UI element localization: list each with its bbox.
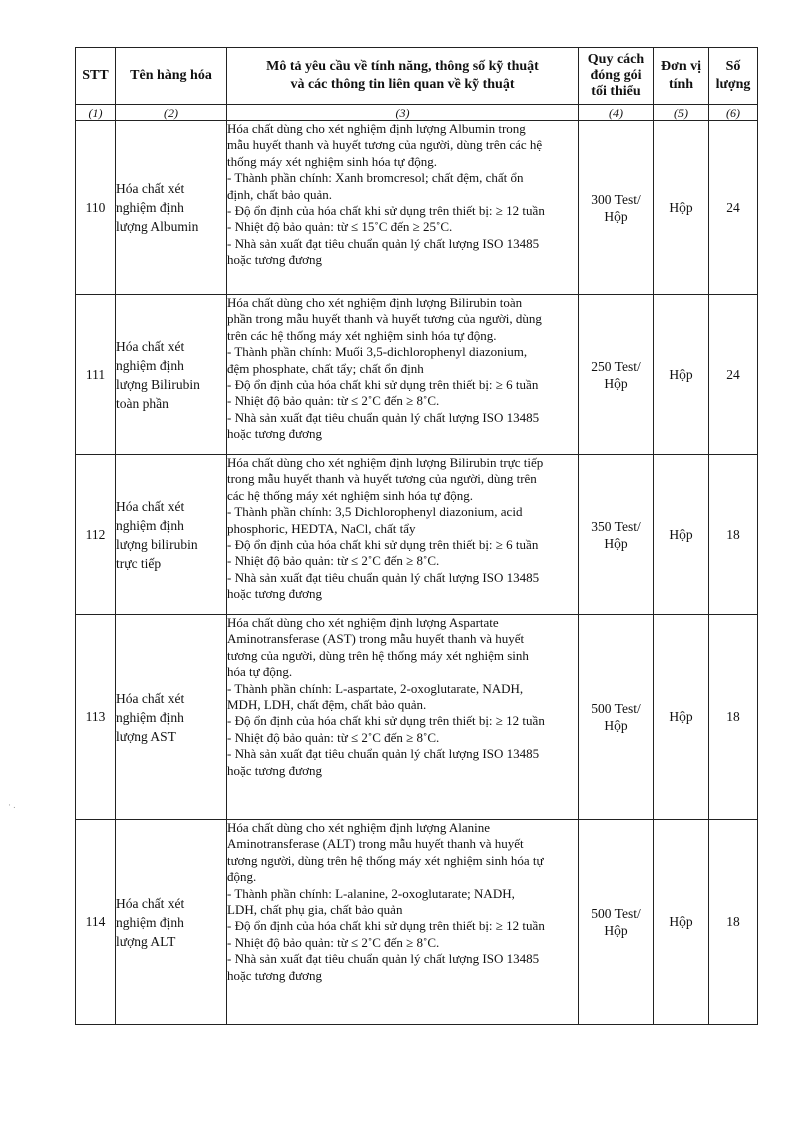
product-name (116, 615, 227, 820)
quantity: 24 (709, 295, 758, 455)
description-line: - Độ ổn định của hóa chất khi sử dụng trên thiết bị: ≥ 12 tuần (227, 713, 545, 729)
header-packaging-line: đóng gói (590, 68, 642, 83)
packaging-line: 350 Test/ (591, 518, 641, 534)
unit-of-measure: Hộp (654, 615, 709, 820)
packaging-spec (579, 121, 654, 295)
product-name-line: lượng bilirubin (116, 536, 198, 552)
description-line: - Thành phần chính: L-aspartate, 2-oxoglutarate, NADH, (227, 680, 524, 696)
packaging-line: Hộp (604, 718, 628, 733)
description-line: Hóa chất dùng cho xét nghiệm định lượng Bilirubin toàn (227, 295, 523, 310)
description-line: - Nhà sản xuất đạt tiêu chuẩn quản lý chất lượng ISO 13485 (227, 235, 540, 251)
description-line: Hóa chất dùng cho xét nghiệm định lượng Bilirubin trực tiếp (227, 455, 544, 470)
header-packaging-line: Quy cách (587, 52, 645, 67)
packaging-line: 500 Test/ (591, 701, 641, 716)
description-line: - Độ ổn định của hóa chất khi sử dụng trên thiết bị: ≥ 6 tuần (227, 377, 539, 393)
description-line: phần trong mẫu huyết thanh và huyết tương của người, dùng (227, 311, 542, 327)
product-name-line: lượng Bilirubin (116, 376, 200, 392)
packaging-line: 500 Test/ (591, 906, 641, 921)
description-line: hoặc tương đương (227, 586, 322, 602)
description-line: Aminotransferase (AST) trong mẫu huyết thanh và huyết (227, 631, 525, 647)
product-name-line: Hóa chất xét (116, 498, 185, 514)
description-line: - Nhà sản xuất đạt tiêu chuẩn quản lý chất lượng ISO 13485 (227, 951, 540, 967)
description-line: - Nhà sản xuất đạt tiêu chuẩn quản lý chất lượng ISO 13485 (227, 569, 540, 585)
product-name (116, 295, 227, 455)
row-stt: 112 (76, 455, 116, 615)
header-unit-line: tính (668, 77, 694, 92)
row-stt: 114 (76, 820, 116, 1025)
product-name (116, 820, 227, 1025)
description-line: Hóa chất dùng cho xét nghiệm định lượng Albumin trong (227, 121, 526, 136)
header-stt: STT (76, 48, 116, 105)
product-name-line: Hóa chất xét (116, 181, 185, 196)
quantity: 24 (709, 121, 758, 295)
packaging-line: 300 Test/ (591, 191, 641, 207)
description-line: - Nhà sản xuất đạt tiêu chuẩn quản lý chất lượng ISO 13485 (227, 746, 540, 762)
table-row (76, 295, 758, 455)
description-line: phosphoric, HEDTA, NaCl, chất tẩy (227, 520, 416, 536)
column-number: (3) (227, 105, 579, 121)
description-line: - Nhiệt độ bảo quản: từ ≤ 2˚C đến ≥ 8˚C. (227, 729, 440, 745)
header-packaging (579, 48, 654, 105)
header-unit-line: Đơn vị (660, 59, 702, 74)
description-line: MDH, LDH, chất đệm, chất bảo quản. (227, 697, 427, 713)
quantity: 18 (709, 615, 758, 820)
description-line: - Thành phần chính: 3,5 Dichlorophenyl diazonium, acid (227, 504, 523, 520)
description-line: - Nhà sản xuất đạt tiêu chuẩn quản lý chất lượng ISO 13485 (227, 409, 540, 425)
description-line: - Nhiệt độ bảo quản: từ ≤ 15˚C đến ≥ 25˚C. (227, 219, 453, 235)
header-description-line: và các thông tin liên quan về kỹ thuật (290, 77, 515, 92)
description-line: - Nhiệt độ bảo quản: từ ≤ 2˚C đến ≥ 8˚C. (227, 393, 440, 409)
column-number: (2) (116, 105, 227, 121)
packaging-line: 250 Test/ (591, 358, 641, 374)
packaging-line: Hộp (604, 208, 628, 224)
product-name-line: nghiệm định (116, 914, 184, 930)
scan-marks: · . (8, 800, 16, 810)
quantity: 18 (709, 455, 758, 615)
description-line: - Nhiệt độ bảo quản: từ ≤ 2˚C đến ≥ 8˚C. (227, 553, 440, 569)
row-stt: 113 (76, 615, 116, 820)
description-line: hoặc tương đương (227, 426, 322, 442)
description-line: tương người, dùng trên hệ thống máy xét nghiệm sinh hóa tự (227, 852, 544, 868)
product-name-line: trực tiếp (116, 555, 162, 571)
unit-of-measure: Hộp (654, 295, 709, 455)
row-stt: 110 (76, 121, 116, 295)
unit-of-measure: Hộp (654, 820, 709, 1025)
description-line: Hóa chất dùng cho xét nghiệm định lượng Alanine (227, 820, 491, 835)
table-row (76, 455, 758, 615)
product-name-line: lượng ALT (116, 933, 176, 949)
product-name-line: nghiệm định (116, 709, 184, 725)
table-row (76, 615, 758, 820)
product-name-line: nghiệm định (116, 517, 184, 533)
header-description-line: Mô tả yêu cầu về tính năng, thông số kỹ thuật (266, 59, 539, 74)
column-number: (1) (76, 105, 116, 121)
header-quantity (709, 48, 758, 105)
description-line: hoặc tương đương (227, 252, 322, 268)
packaging-spec (579, 295, 654, 455)
description-line: đệm phosphate, chất tẩy; chất ổn định (227, 360, 424, 376)
column-number-row (76, 105, 758, 121)
description-line: - Thành phần chính: Muối 3,5-dichlorophenyl diazonium, (227, 344, 528, 360)
description-line: hoặc tương đương (227, 967, 322, 983)
header-quantity-line: lượng (715, 77, 751, 92)
packaging-line: Hộp (604, 535, 628, 551)
product-description (227, 820, 579, 1025)
header-packaging-line: tối thiểu (591, 84, 641, 99)
product-name-line: nghiệm định (116, 357, 184, 373)
description-line: Hóa chất dùng cho xét nghiệm định lượng Aspartate (227, 615, 499, 630)
unit-of-measure: Hộp (654, 455, 709, 615)
description-line: - Thành phần chính: L-alanine, 2-oxoglutarate; NADH, (227, 885, 515, 901)
packaging-spec (579, 820, 654, 1025)
header-quantity-line: Số (725, 59, 741, 74)
description-line: - Nhiệt độ bảo quản: từ ≤ 2˚C đến ≥ 8˚C. (227, 934, 440, 950)
packaging-line: Hộp (604, 923, 628, 938)
description-line: động. (227, 869, 257, 885)
description-line: trong mẫu huyết thanh và huyết tương của người, dùng trên (227, 471, 537, 487)
header-row (76, 48, 758, 105)
table-row (76, 820, 758, 1025)
column-number: (6) (709, 105, 758, 121)
product-name-line: nghiệm định (116, 200, 184, 215)
packaging-line: Hộp (604, 375, 628, 391)
description-line: LDH, chất phụ gia, chất bảo quản (227, 902, 403, 918)
description-line: - Thành phần chính: Xanh bromcresol; chất đệm, chất ổn (227, 170, 524, 186)
product-name-line: lượng AST (116, 728, 176, 744)
description-line: định, chất bảo quản. (227, 186, 333, 202)
header-name: Tên hàng hóa (116, 48, 227, 105)
description-line: hoặc tương đương (227, 762, 322, 778)
product-description (227, 295, 579, 455)
packaging-spec (579, 455, 654, 615)
header-unit (654, 48, 709, 105)
description-line: - Độ ổn định của hóa chất khi sử dụng trên thiết bị: ≥ 12 tuần (227, 918, 545, 934)
specification-table (75, 47, 758, 1025)
description-line: trên các hệ thống máy xét nghiệm sinh hóa tự động. (227, 327, 497, 343)
product-description (227, 121, 579, 295)
description-line: Aminotransferase (ALT) trong mẫu huyết thanh và huyết (227, 836, 524, 852)
product-name (116, 455, 227, 615)
table-row (76, 121, 758, 295)
description-line: hóa tự động. (227, 664, 293, 680)
product-name (116, 121, 227, 295)
product-description (227, 455, 579, 615)
column-number: (4) (579, 105, 654, 121)
product-name-line: Hóa chất xét (116, 338, 185, 354)
description-line: - Độ ổn định của hóa chất khi sử dụng trên thiết bị: ≥ 12 tuần (227, 203, 545, 219)
product-name-line: toàn phần (116, 395, 169, 411)
column-number: (5) (654, 105, 709, 121)
description-line: thống máy xét nghiệm sinh hóa tự động. (227, 153, 437, 169)
product-name-line: lượng Albumin (116, 219, 199, 234)
description-line: tương của người, dùng trên hệ thống máy xét nghiệm sinh (227, 647, 529, 663)
unit-of-measure: Hộp (654, 121, 709, 295)
description-line: các hệ thống máy xét nghiệm sinh hóa tự động. (227, 487, 474, 503)
table-body (76, 121, 758, 1025)
row-stt: 111 (76, 295, 116, 455)
packaging-spec (579, 615, 654, 820)
product-description (227, 615, 579, 820)
quantity: 18 (709, 820, 758, 1025)
description-line: - Độ ổn định của hóa chất khi sử dụng trên thiết bị: ≥ 6 tuần (227, 537, 539, 553)
description-line: mẫu huyết thanh và huyết tương của người, dùng trên các hệ (227, 137, 543, 153)
product-name-line: Hóa chất xét (116, 690, 185, 706)
product-name-line: Hóa chất xét (116, 895, 185, 911)
header-description (227, 48, 579, 105)
